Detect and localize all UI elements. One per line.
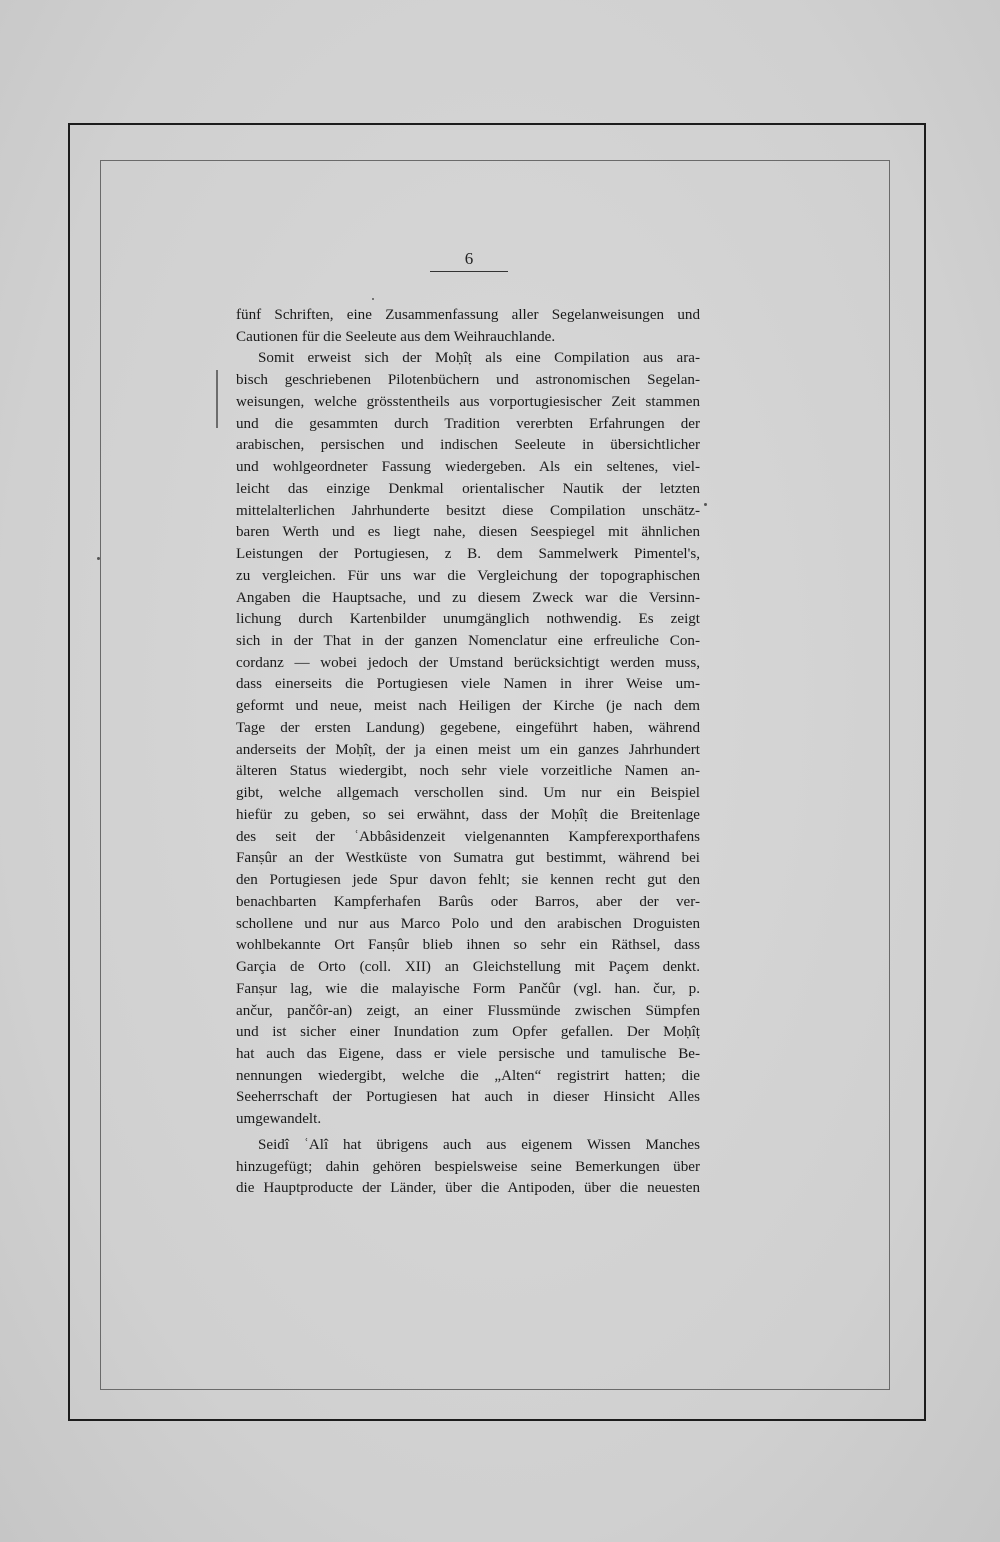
text-line: lichung durch Kartenbilder unumgänglich nothwendig. Es zeigt bbox=[236, 611, 700, 628]
text-line: hiefür zu geben, so sei erwähnt, dass der Moḥîṭ die Breitenlage bbox=[236, 806, 700, 823]
text-line: Cautionen für die Seeleute aus dem Weihrauchlande. bbox=[236, 328, 556, 345]
text-line: und ist sicher einer Inundation zum Opfer gefallen. Der Moḥîṭ bbox=[236, 1024, 700, 1041]
text-line: hinzugefügt; dahin gehören bespielsweise seine Bemerkungen über bbox=[236, 1158, 700, 1175]
text-line: fünf Schriften, eine Zusammenfassung aller Segelanweisungen und bbox=[236, 307, 700, 323]
text-line: benachbarten Kampferhafen Barûs oder Barros, aber der ver- bbox=[236, 893, 700, 910]
text-line: leicht das einzige Denkmal orientalischer Nautik der letzten bbox=[236, 480, 700, 497]
text-line: Seidî ʿAlî hat übrigens auch aus eigenem Wissen Manches bbox=[258, 1136, 700, 1153]
margin-pencil-mark bbox=[216, 370, 218, 428]
text-line: cordanz — wobei jedoch der Umstand berücksichtigt werden muss, bbox=[236, 654, 700, 671]
text-line: wohlbekannte Ort Fanṣûr blieb ihnen so sehr ein Räthsel, dass bbox=[236, 937, 700, 954]
scan-speck bbox=[704, 503, 707, 506]
page-number-rule bbox=[430, 271, 508, 272]
text-line: älteren Status wiedergibt, noch sehr viele vorzeitliche Namen an- bbox=[236, 763, 700, 780]
text-line: bisch geschriebenen Pilotenbüchern und astronomischen Segelan- bbox=[236, 372, 700, 389]
text-line: mittelalterlichen Jahrhunderte besitzt diese Compilation unschätz- bbox=[236, 502, 700, 519]
text-line: umgewandelt. bbox=[236, 1111, 322, 1128]
text-line: geformt und neue, meist nach Heiligen der Kirche (je nach dem bbox=[236, 698, 700, 715]
text-line: gibt, welche allgemach verschollen sind. Um nur ein Beispiel bbox=[236, 785, 700, 802]
text-line: dass einerseits die Portugiesen viele Namen in ihrer Weise um- bbox=[236, 676, 700, 693]
text-line: hat auch das Eigene, dass er viele persische und tamulische Be- bbox=[236, 1045, 700, 1062]
text-line: Garçia de Orto (coll. XII) an Gleichstellung mit Paçem denkt. bbox=[236, 959, 700, 976]
text-line: Angaben die Hauptsache, und zu diesem Zweck war die Versinn- bbox=[236, 589, 700, 606]
body-text bbox=[236, 305, 700, 1200]
text-line: die Hauptproducte der Länder, über die Antipoden, über die neuesten bbox=[236, 1180, 700, 1197]
text-line: arabischen, persischen und indischen Seeleute in übersichtlicher bbox=[236, 437, 700, 454]
text-line: Somit erweist sich der Moḥîṭ als eine Compilation aus ara- bbox=[258, 350, 700, 367]
text-line: zu vergleichen. Für uns war die Vergleichung der topographischen bbox=[236, 567, 700, 584]
text-line: des seit der ʿAbbâsidenzeit vielgenannten Kampferexporthafens bbox=[236, 828, 700, 845]
text-line: weisungen, welche grösstentheils aus vorportugiesischer Zeit stammen bbox=[236, 393, 700, 410]
text-line: nennungen wiedergibt, welche die „Alten“ registrirt hatten; die bbox=[236, 1067, 700, 1084]
text-line: baren Werth und es liegt nahe, diesen Seespiegel mit ähnlichen bbox=[236, 524, 700, 541]
text-line: Seeherrschaft der Portugiesen hat auch in dieser Hinsicht Alles bbox=[236, 1089, 700, 1106]
text-line: anderseits der Moḥîṭ, der ja einen meist um ein ganzes Jahrhundert bbox=[236, 741, 700, 758]
text-line: und die gesammten durch Tradition vererbten Erfahrungen der bbox=[236, 415, 700, 432]
text-line: den Portugiesen jede Spur davon fehlt; sie kennen recht gut den bbox=[236, 872, 700, 889]
text-line: Leistungen der Portugiesen, z B. dem Sammelwerk Pimentel's, bbox=[236, 546, 700, 563]
text-line: Fanṣûr an der Westküste von Sumatra gut bestimmt, während bei bbox=[236, 850, 700, 867]
text-line: Fanṣur lag, wie die malayische Form Pančûr (vgl. han. čur, p. bbox=[236, 980, 700, 997]
text-line: schollene und nur aus Marco Polo und den arabischen Droguisten bbox=[236, 915, 700, 932]
text-line: Tage der ersten Landung) gegebene, eingeführt haben, während bbox=[236, 719, 700, 736]
scan-speck bbox=[97, 557, 100, 560]
text-line: und wohlgeordneter Fassung wiedergeben. Als ein seltenes, viel- bbox=[236, 459, 700, 476]
scan-speck bbox=[372, 298, 374, 300]
text-line: sich in der That in der ganzen Nomenclatur eine erfreuliche Con- bbox=[236, 633, 700, 650]
page-number: 6 bbox=[464, 249, 474, 268]
text-line: ančur, pančôr-an) zeigt, an einer Flussmünde zwischen Sümpfen bbox=[236, 1002, 700, 1019]
